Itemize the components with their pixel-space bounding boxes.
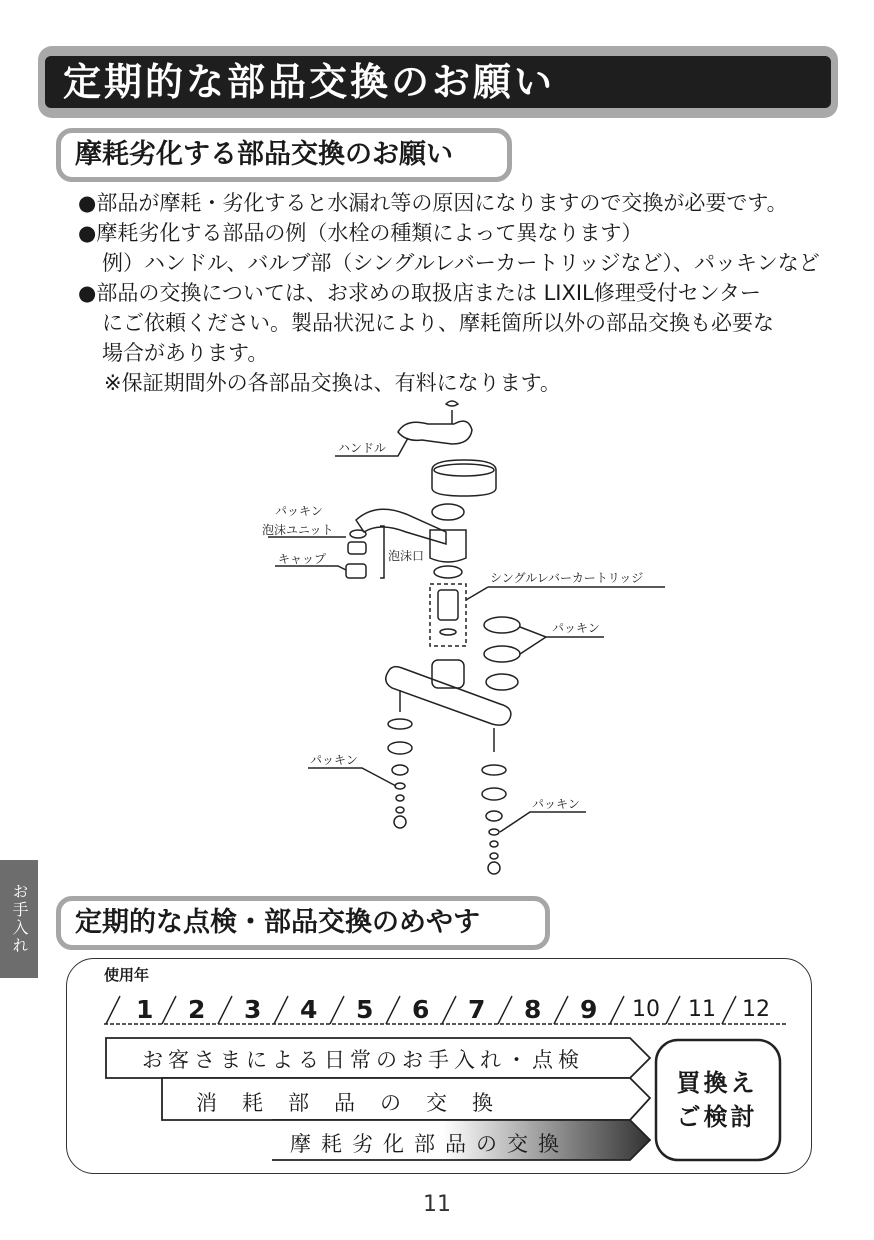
label-packing-right: パッキン — [552, 621, 600, 635]
label-cap: キャップ — [278, 552, 327, 566]
packing-ring-1 — [484, 617, 520, 633]
cartridge-part — [438, 590, 458, 620]
nut-left-2 — [394, 816, 406, 828]
spout-body — [430, 530, 466, 562]
row2-text: 消 耗 部 品 の 交 換 — [196, 1091, 495, 1115]
washer-right-2 — [482, 788, 506, 800]
nut-right-1 — [486, 811, 502, 821]
section1-heading: 摩耗劣化する部品交換のお願い — [56, 128, 512, 182]
label-cartridge: シングルレバーカートリッジ — [490, 571, 644, 585]
label-packing-bottom: パッキン — [532, 797, 580, 811]
year-8: 8 — [524, 995, 542, 1024]
bullet-2: ●摩耗劣化する部品の例（水栓の種類によって異なります） — [78, 221, 643, 245]
aerator-cap-part — [346, 564, 366, 578]
year-1: 1 — [136, 995, 154, 1024]
leader-packing-left — [308, 768, 396, 786]
bullet-3-line1: ●部品の交換については、お求めの取扱店または LIXIL修理受付センター — [78, 281, 761, 305]
faucet-exploded-diagram — [250, 395, 690, 885]
year-9: 9 — [580, 995, 598, 1024]
packing-ring-2 — [484, 646, 520, 662]
cap-piece — [446, 401, 458, 406]
label-handle: ハンドル — [338, 441, 387, 455]
page-number: 11 — [423, 1192, 451, 1217]
label-aerator-unit: 泡沫ユニット — [262, 523, 334, 537]
year-2: 2 — [188, 995, 206, 1024]
replace-consider — [662, 1066, 772, 1134]
bullet-3-line3: 場合があります。 — [102, 341, 269, 365]
cover-ring-top — [434, 464, 494, 476]
handle-part — [398, 421, 472, 444]
year-12: 12 — [742, 997, 770, 1022]
year-11: 11 — [688, 997, 716, 1022]
aerator-packing — [350, 530, 366, 538]
o-ring-1 — [432, 504, 464, 520]
note-warranty: ※保証期間外の各部品交換は、有料になります。 — [104, 371, 561, 395]
washer-right-3 — [489, 829, 499, 835]
row3-text: 摩耗劣化部品の交換 — [290, 1132, 569, 1156]
replace-line1: 買換え — [676, 1069, 758, 1097]
year-10: 10 — [632, 997, 660, 1022]
page-title: 定期的な部品交換のお願い — [45, 56, 831, 108]
label-packing-top: パッキン — [275, 504, 323, 518]
leader-cartridge-tip — [466, 587, 488, 600]
year-5: 5 — [356, 995, 374, 1024]
cartridge-seal — [440, 629, 456, 635]
label-spout-outlet: 泡沫口 — [388, 549, 425, 563]
bullet-1: ●部品が摩耗・劣化すると水漏れ等の原因になりますので交換が必要です。 — [78, 191, 788, 215]
years-label: 使用年 — [104, 966, 150, 984]
valve-body — [432, 660, 464, 688]
washer-right-4 — [490, 841, 498, 847]
year-4: 4 — [300, 995, 318, 1024]
washer-left-5 — [396, 807, 404, 813]
row1-text: お客さまによる日常のお手入れ・点検 — [142, 1048, 584, 1072]
aerator-bracket — [380, 526, 384, 578]
aerator-unit-part — [348, 542, 366, 554]
label-packing-left: パッキン — [310, 753, 358, 767]
washer-left-1 — [388, 719, 412, 729]
washer-left-3 — [395, 783, 405, 789]
packing-ring-3 — [486, 674, 518, 690]
nut-right-2 — [488, 862, 500, 874]
replace-line2: ご検討 — [676, 1103, 758, 1131]
bullet-2-example: 例）ハンドル、バルブ部（シングルレバーカートリッジなど）、パッキンなど — [102, 251, 820, 275]
year-3: 3 — [244, 995, 262, 1024]
washer-left-2 — [388, 742, 412, 754]
bullet-3-line2: にご依頼ください。製品状況により、摩耗箇所以外の部品交換も必要な — [102, 311, 774, 335]
leader-packing-right-a — [520, 627, 546, 637]
section2-heading: 定期的な点検・部品交換のめやす — [56, 896, 550, 950]
washer-right-1 — [482, 765, 506, 775]
years-row — [100, 994, 790, 1030]
nut-left-1 — [392, 765, 408, 775]
leader-packing-bottom — [500, 812, 586, 832]
washer-right-5 — [490, 853, 498, 859]
leader-cap — [275, 566, 346, 570]
washer-left-4 — [396, 795, 404, 801]
year-6: 6 — [412, 995, 430, 1024]
leader-packing-right-b — [520, 637, 546, 654]
side-tab-care: お手入れ — [0, 860, 38, 978]
year-7: 7 — [468, 995, 486, 1024]
o-ring-2 — [434, 566, 462, 578]
cartridge-box — [430, 584, 466, 646]
